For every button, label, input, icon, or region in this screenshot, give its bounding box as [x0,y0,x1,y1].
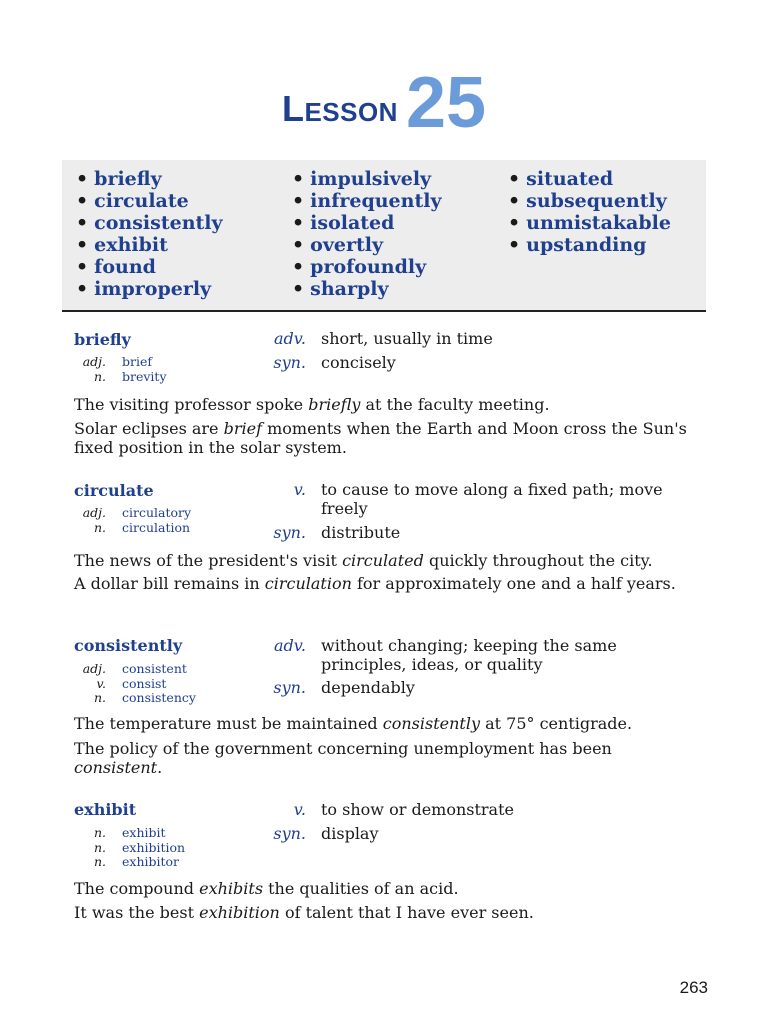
vocab-word: consistently [94,212,223,234]
vocab-column-1 [76,168,223,300]
example-text: at the faculty meeting. [360,395,550,414]
form-row [78,691,196,706]
form-row [78,855,185,870]
form-word: circulation [122,519,191,535]
part-of-speech: n. [93,368,106,384]
definition-text: short, usually in time [321,329,493,348]
bullet-icon: • [76,168,89,190]
example-text: quickly throughout the city. [423,551,653,570]
vocab-word: infrequently [310,190,442,212]
vocab-item-sharply [292,278,442,300]
example-sentence [74,903,704,922]
part-of-speech: n. [93,854,106,869]
form-word: exhibition [122,839,186,855]
bullet-icon: • [508,168,521,190]
definition-label: adv. [273,636,306,655]
vocab-item-found [76,256,223,278]
part-of-speech: adj. [82,354,106,369]
synonym-label: syn. [273,353,306,372]
bullet-icon: • [508,190,521,212]
bullet-icon: • [292,168,305,190]
example-sentence [74,551,704,570]
bullet-icon: • [76,212,89,234]
bullet-icon: • [292,190,305,212]
vocab-item-subsequently [508,190,671,212]
vocab-word: found [94,256,156,278]
example-text: The policy of the government concerning unemployment has been [74,739,612,758]
vocab-item-briefly [76,168,223,190]
vocab-word: isolated [310,212,395,234]
vocab-item-infrequently [292,190,442,212]
part-of-speech: n. [93,825,106,840]
vocab-word: impulsively [310,168,432,190]
form-word: exhibitor [122,854,180,869]
bullet-icon: • [76,256,89,278]
lesson-title [0,62,768,144]
example-text: It was the best [74,903,200,922]
synonym-text: display [321,824,379,843]
vocab-item-profoundly [292,256,442,278]
example-sentence [74,395,704,414]
related-forms [78,826,185,870]
form-row [78,677,196,692]
vocab-item-impulsively [292,168,442,190]
example-text: for approximately one and a half years. [351,574,676,593]
synonym-text: concisely [321,353,396,372]
example-keyword: briefly [308,395,361,414]
form-row [78,521,191,536]
vocab-item-improperly [76,278,223,300]
vocab-word: situated [526,168,614,190]
part-of-speech: n. [93,519,106,535]
form-row [78,506,191,521]
synonym-text: distribute [321,523,401,542]
headword: circulate [74,481,154,500]
headword: briefly [74,330,131,349]
part-of-speech: v. [96,675,106,691]
example-sentence [74,714,704,733]
bullet-icon: • [508,234,521,256]
example-sentence [74,574,704,593]
example-keyword: brief [223,419,263,438]
form-word: circulatory [122,505,192,520]
part-of-speech: n. [93,839,106,855]
example-text: The temperature must be maintained [74,714,383,733]
headword: consistently [74,636,183,655]
vocab-word: sharply [310,278,389,300]
headword: exhibit [74,800,137,819]
definition-label: adv. [273,329,306,348]
vocab-item-unmistakable [508,212,671,234]
form-word: consistency [122,690,196,705]
part-of-speech: adj. [82,505,106,520]
synonym-label: syn. [273,678,306,697]
vocab-item-situated [508,168,671,190]
vocab-word: unmistakable [526,212,671,234]
form-row [78,370,167,385]
form-row [78,826,185,841]
example-text: the qualities of an acid. [263,879,459,898]
example-text: The compound [74,879,200,898]
vocab-word: upstanding [526,234,647,256]
form-row [78,355,167,370]
vocab-item-consistently [76,212,223,234]
vocab-word: overtly [310,234,384,256]
vocab-item-circulate [76,190,223,212]
example-text: moments when the Earth and Moon cross the Sun's fixed position in the solar system. [74,419,687,457]
part-of-speech: adj. [82,661,106,676]
vocab-word: exhibit [94,234,168,256]
example-text: A dollar bill remains in [74,574,265,593]
synonym-label: syn. [273,824,306,843]
lesson-number: 25 [405,63,487,143]
vocab-column-2 [292,168,442,300]
related-forms [78,506,191,535]
example-keyword: exhibits [199,879,264,898]
example-keyword: circulated [342,551,424,570]
vocab-column-3 [508,168,671,256]
bullet-icon: • [292,256,305,278]
form-word: brief [122,354,152,369]
definition-label: v. [293,800,306,819]
lesson-word-rest: ESSON [304,97,398,127]
bullet-icon: • [508,212,521,234]
example-text: . [157,758,163,777]
definition-text: to cause to move along a fixed path; move freely [321,480,663,518]
bullet-icon: • [76,278,89,300]
part-of-speech: n. [93,690,106,705]
vocab-word: subsequently [526,190,667,212]
vocab-item-isolated [292,212,442,234]
synonym-text: dependably [321,678,415,697]
definition-label: v. [293,480,306,499]
related-forms [78,355,167,384]
bullet-icon: • [292,278,305,300]
form-row [78,662,196,677]
form-word: consistent [122,661,187,676]
vocab-item-exhibit [76,234,223,256]
lesson-word: LESSON [281,88,398,129]
vocab-word: circulate [94,190,189,212]
vocab-word: briefly [94,168,162,190]
related-forms [78,662,196,706]
vocab-word: improperly [94,278,212,300]
definition-text: to show or demonstrate [321,800,514,819]
form-row [78,841,185,856]
example-text: at 75° centigrade. [480,714,633,733]
example-sentence [74,419,704,457]
example-keyword: consistently [382,714,480,733]
form-word: brevity [122,368,167,384]
example-sentence [74,739,704,777]
example-text: The visiting professor spoke [74,395,309,414]
vocab-word: profoundly [310,256,427,278]
vocab-item-overtly [292,234,442,256]
bullet-icon: • [76,190,89,212]
example-keyword: consistent [74,758,158,777]
example-keyword: exhibition [199,903,280,922]
example-sentence [74,879,704,898]
example-text: Solar eclipses are [74,419,224,438]
example-text: The news of the president's visit [74,551,343,570]
page-number: 263 [679,978,708,997]
bullet-icon: • [292,234,305,256]
form-word: consist [122,675,167,691]
synonym-label: syn. [273,523,306,542]
bullet-icon: • [292,212,305,234]
form-word: exhibit [122,825,166,840]
example-text: of talent that I have ever seen. [279,903,534,922]
vocabulary-list-box [62,160,706,312]
vocab-item-upstanding [508,234,671,256]
example-keyword: circulation [264,574,352,593]
bullet-icon: • [76,234,89,256]
definition-text: without changing; keeping the same principles, ideas, or quality [321,636,617,674]
